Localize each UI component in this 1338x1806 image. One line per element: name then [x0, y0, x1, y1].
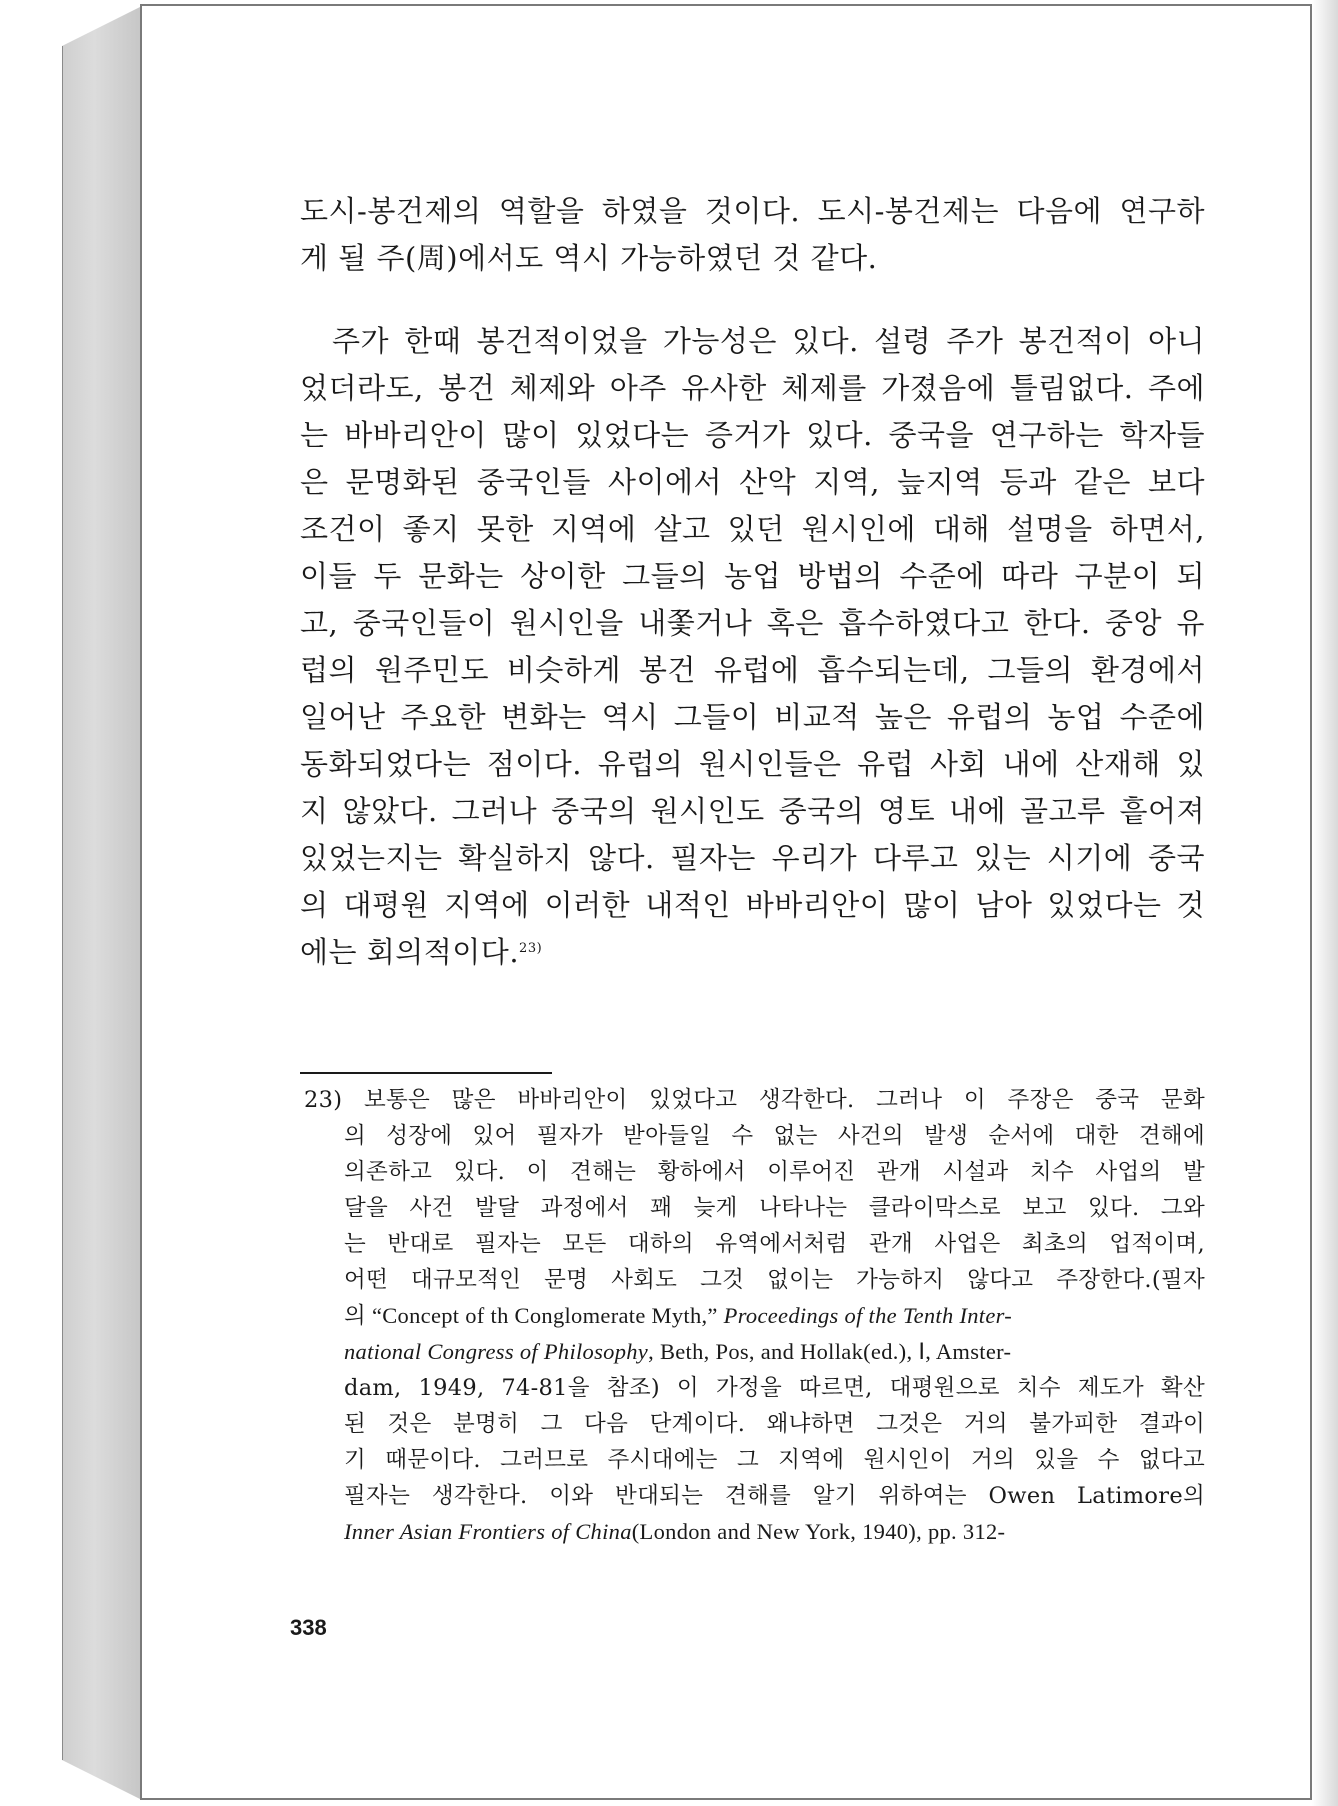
paragraph-2	[300, 318, 1205, 976]
text-line	[300, 929, 1205, 976]
footnote-23	[300, 1082, 1205, 1550]
footnote-line: 기 때문이다. 그러므로 주시대에는 그 지역에 원시인이 거의 있을 수 없다고	[344, 1447, 1205, 1473]
footnote-line	[300, 1298, 1205, 1334]
footnote-line: 달을 사건 발달 과정에서 꽤 늦게 나타나는 클라이막스로 보고 있다. 그와	[344, 1195, 1205, 1221]
text-line: 럽의 원주민도 비슷하게 봉건 유럽에 흡수되는데, 그들의 환경에서	[300, 653, 1205, 687]
text-line: 있었는지는 확실하지 않다. 필자는 우리가 다루고 있는 시기에 중국	[300, 841, 1205, 875]
text-line: 의 대평원 지역에 이러한 내적인 바바리안이 많이 남아 있었다는 것	[300, 888, 1205, 922]
paragraph-1	[300, 188, 1205, 282]
footnote-line: 의존하고 있다. 이 견해는 황하에서 이루어진 관개 시설과 치수 사업의 발	[344, 1159, 1205, 1185]
footnote-line: dam, 1949, 74-81을 참조) 이 가정을 따르면, 대평원으로 치수 제도가 확산	[344, 1375, 1205, 1401]
footnote-line: 는 반대로 필자는 모든 대하의 유역에서처럼 관개 사업은 최초의 업적이며,	[344, 1231, 1205, 1257]
text-line: 일어난 주요한 변화는 역시 그들이 비교적 높은 유럽의 농업 수준에	[300, 700, 1205, 734]
footnote-line: 의 성장에 있어 필자가 받아들일 수 없는 사건의 발생 순서에 대한 견해에	[344, 1123, 1205, 1149]
text-line-end: 에는 회의적이다.	[300, 935, 520, 969]
footnote-divider	[300, 1072, 552, 1074]
footnote-text: 보통은 많은 바바리안이 있었다고 생각한다. 그러나 이 주장은 중국 문화	[363, 1087, 1205, 1113]
footnote-line: 필자는 생각한다. 이와 반대되는 견해를 알기 위하여는 Owen Latimore의	[344, 1483, 1205, 1509]
citation-text: , Beth, Pos, and Hollak(ed.), Ⅰ, Amster-	[648, 1339, 1012, 1364]
text-line: 은 문명화된 중국인들 사이에서 산악 지역, 늪지역 등과 같은 보다	[300, 465, 1205, 499]
citation-title: Inner Asian Frontiers of China	[344, 1519, 632, 1544]
text-line: 주가 한때 봉건적이었을 가능성은 있다. 설령 주가 봉건적이 아니	[332, 324, 1205, 358]
text-line: 는 바바리안이 많이 있었다는 증거가 있다. 중국을 연구하는 학자들	[300, 418, 1205, 452]
citation-title: Proceedings of the Tenth Inter-	[723, 1303, 1013, 1328]
text-line: 도시-봉건제의 역할을 하였을 것이다. 도시-봉건제는 다음에 연구하	[300, 194, 1205, 228]
footnote-reference[interactable]: 23)	[519, 941, 543, 956]
footnote-line	[300, 1514, 1205, 1550]
footnote-line	[300, 1082, 1205, 1118]
page-edge-shadow	[1312, 0, 1338, 1806]
citation-title: national Congress of Philosophy	[344, 1339, 649, 1364]
text-line: 고, 중국인들이 원시인을 내쫓거나 혹은 흡수하였다고 한다. 중앙 유	[300, 606, 1205, 640]
text-line: 이들 두 문화는 상이한 그들의 농업 방법의 수준에 따라 구분이 되	[300, 559, 1205, 593]
footnote-line: 어떤 대규모적인 문명 사회도 그것 없이는 가능하지 않다고 주장한다.(필자	[344, 1267, 1205, 1293]
text-line: 었더라도, 봉건 체제와 아주 유사한 체제를 가졌음에 틀림없다. 주에	[300, 371, 1205, 405]
text-line: 게 될 주(周)에서도 역시 가능하였던 것 같다.	[300, 241, 878, 275]
text-line: 지 않았다. 그러나 중국의 원시인도 중국의 영토 내에 골고루 흩어져	[300, 794, 1205, 828]
spine-edge	[62, 46, 63, 1760]
citation-text: 의 “Concept of th Conglomerate Myth,”	[344, 1303, 718, 1328]
page-number: 338	[290, 1615, 327, 1640]
footnote-number: 23)	[304, 1087, 343, 1113]
text-line: 동화되었다는 점이다. 유럽의 원시인들은 유럽 사회 내에 산재해 있	[300, 747, 1205, 781]
footnote-line	[300, 1334, 1205, 1370]
text-line: 조건이 좋지 못한 지역에 살고 있던 원시인에 대해 설명을 하면서,	[300, 512, 1205, 546]
footnote-line: 된 것은 분명히 그 다음 단계이다. 왜냐하면 그것은 거의 불가피한 결과이	[344, 1411, 1205, 1437]
book-spine	[62, 6, 142, 1800]
citation-text: (London and New York, 1940), pp. 312-	[631, 1519, 1006, 1544]
